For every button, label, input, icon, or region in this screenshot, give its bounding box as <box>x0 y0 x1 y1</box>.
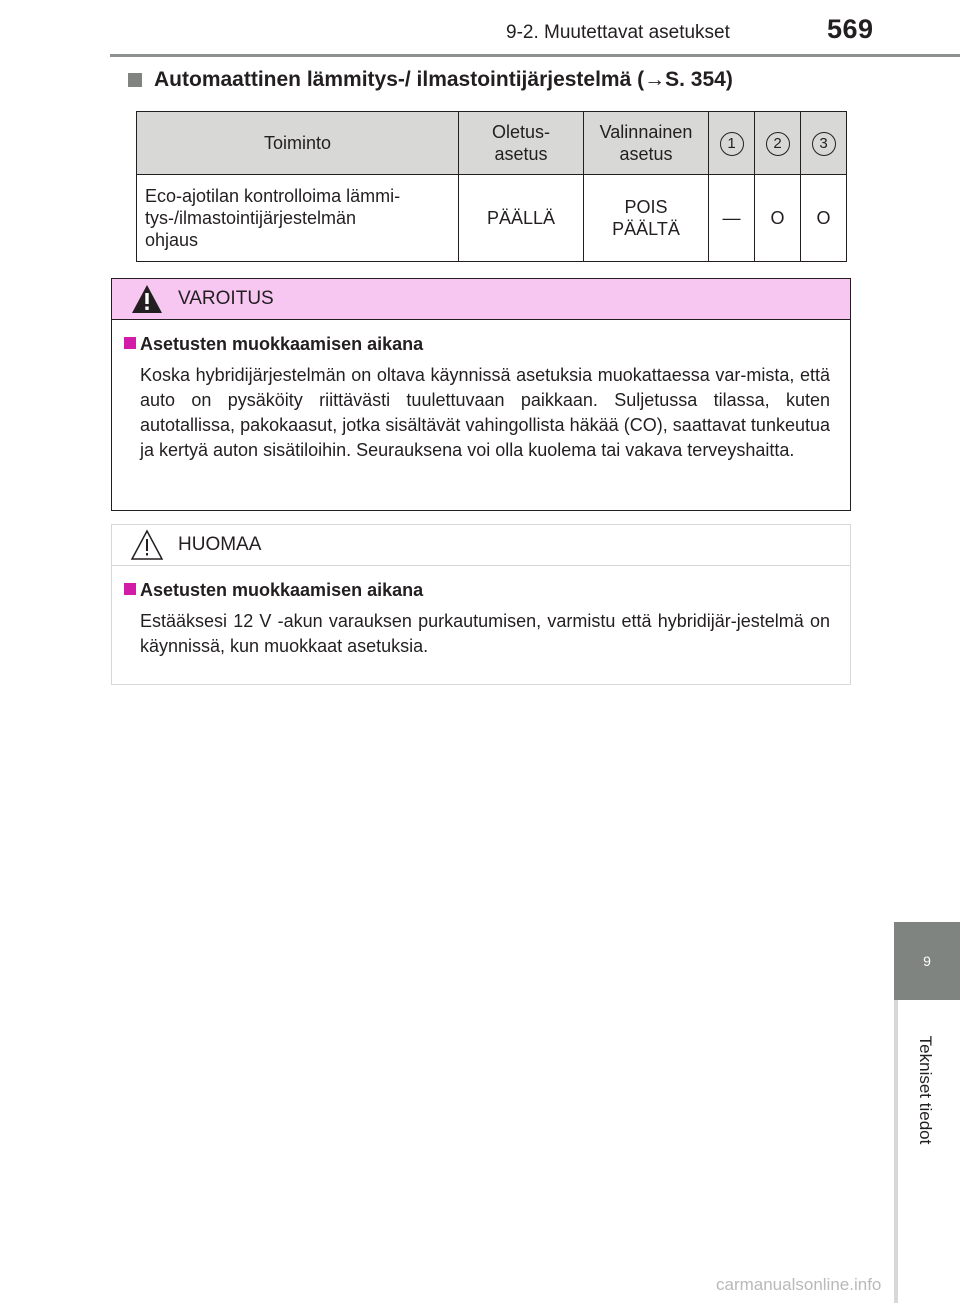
notice-body <box>112 566 850 683</box>
notice-bullet-square <box>124 583 136 595</box>
warning-subtitle-text: Asetusten muokkaamisen aikana <box>140 334 424 354</box>
warning-box <box>111 278 851 511</box>
header-function: Toiminto <box>137 112 459 175</box>
section-bullet-square <box>128 73 142 87</box>
settings-table <box>136 111 847 262</box>
cell-col-3: O <box>801 175 847 262</box>
circled-number-3: 3 <box>812 132 836 156</box>
header-section-title: 9-2. Muutettavat asetukset <box>506 22 730 43</box>
header-col-3 <box>801 112 847 175</box>
warning-subtitle <box>140 334 830 355</box>
circled-number-1: 1 <box>720 132 744 156</box>
chapter-label: Tekniset tiedot <box>916 1035 935 1145</box>
notice-text: Estääksesi 12 V -akun varauksen purkautumisen, varmistu että hybridijär-jestelmä on käynnissä, kun muokkaat asetuksia. <box>140 611 830 656</box>
cell-col-2: O <box>755 175 801 262</box>
warning-text: Koska hybridijärjestelmän on oltava käynnissä asetuksia muokattaessa var-mista, että auto on pysäköity riittävästi tuulettuvaan paikkaan. Suljetussa tilassa, kuten autotallissa, pakokaasut, jotka sisältävät vahingollista häkää (CO), saattavat tunkeutua ja kertyä auton sisätiloihin. Seurauksena voi olla kuolema tai vakava terveyshaitta. <box>140 365 830 460</box>
page-number: 569 <box>827 14 874 44</box>
table-row <box>137 175 847 262</box>
chapter-tab-strip <box>894 1000 898 1303</box>
warning-bullet-square <box>124 337 136 349</box>
notice-box <box>111 524 851 685</box>
header-col-1 <box>709 112 755 175</box>
table-header-row <box>137 112 847 175</box>
section-heading <box>128 68 733 92</box>
chapter-tab[interactable] <box>894 922 960 1000</box>
notice-header <box>112 525 850 566</box>
caution-outline-triangle-icon <box>130 529 164 561</box>
cell-optional: POIS PÄÄLTÄ <box>584 175 709 262</box>
circled-number-2: 2 <box>766 132 790 156</box>
notice-subtitle-text: Asetusten muokkaamisen aikana <box>140 580 424 600</box>
cell-function: Eco-ajotilan kontrolloima lämmi- tys-/ilmastointijärjestelmän ohjaus <box>137 175 459 262</box>
section-heading-text: Automaattinen lämmitys-/ ilmastointijärjestelmä (→S. 354) <box>154 68 733 91</box>
header-divider <box>110 54 960 57</box>
cell-default: PÄÄLLÄ <box>459 175 584 262</box>
header-default: Oletus- asetus <box>459 112 584 175</box>
warning-header <box>112 279 850 320</box>
warning-title: VAROITUS <box>178 288 274 309</box>
watermark: carmanualsonline.info <box>716 1275 882 1294</box>
header-col-2 <box>755 112 801 175</box>
cell-col-1: — <box>709 175 755 262</box>
header-optional: Valinnainen asetus <box>584 112 709 175</box>
notice-title: HUOMAA <box>178 534 262 555</box>
chapter-number: 9 <box>923 953 931 969</box>
warning-body <box>112 320 850 487</box>
warning-triangle-icon <box>130 283 164 315</box>
notice-subtitle <box>140 580 830 601</box>
